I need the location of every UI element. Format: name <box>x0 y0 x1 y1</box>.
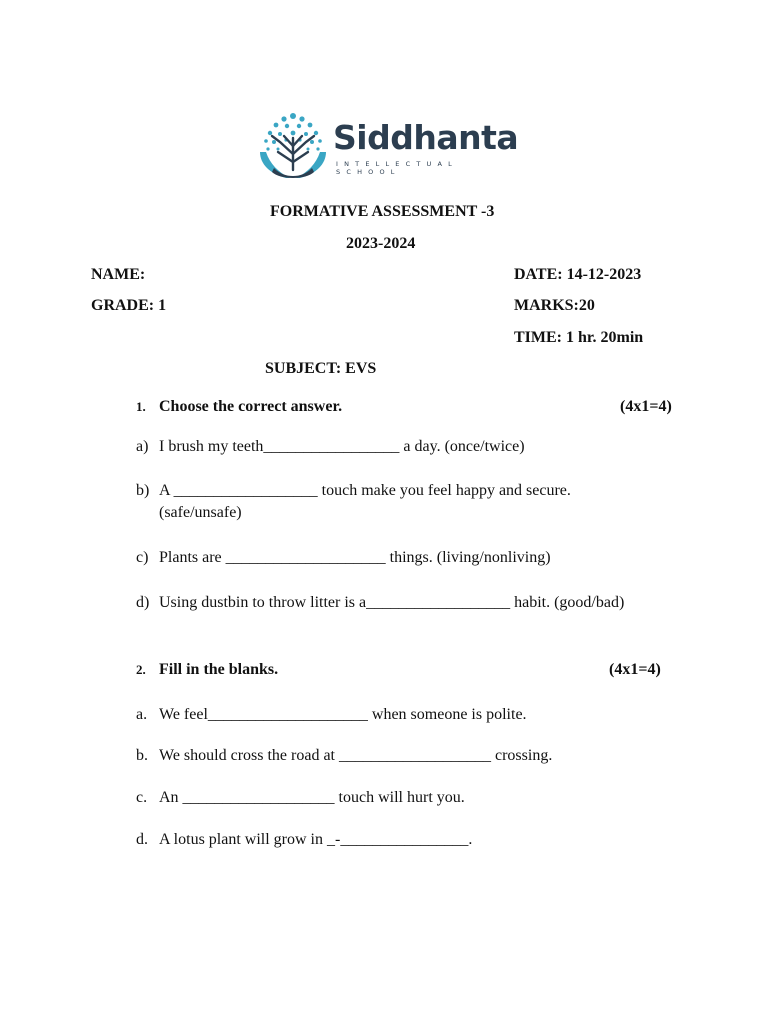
question-text: A __________________ touch make you feel happy and secure. <box>159 482 571 499</box>
section-2-title: Fill in the blanks. <box>159 661 279 678</box>
question-marker: c) <box>136 549 149 566</box>
question-text: We feel____________________ when someone is polite. <box>159 706 527 723</box>
section-2-number: 2. <box>136 662 146 677</box>
question-marker: b) <box>136 482 150 499</box>
question-text: I brush my teeth_________________ a day. (once/twice) <box>159 438 525 455</box>
name-label: NAME: <box>91 266 146 283</box>
academic-year: 2023-2024 <box>346 235 416 252</box>
logo-tagline: INTELLECTUAL SCHOOL <box>336 160 458 176</box>
grade-label: GRADE: 1 <box>91 297 167 314</box>
question-text: An ___________________ touch will hurt you. <box>159 789 465 806</box>
section-1-title: Choose the correct answer. <box>159 398 343 415</box>
question-marker: d. <box>136 831 148 848</box>
school-logo <box>256 108 518 186</box>
question-text: We should cross the road at ___________________ crossing. <box>159 747 553 764</box>
section-1-marks: (4x1=4) <box>620 398 672 415</box>
section-2-marks: (4x1=4) <box>609 661 661 678</box>
page-title: FORMATIVE ASSESSMENT -3 <box>270 203 495 220</box>
marks-label: MARKS:20 <box>514 297 595 314</box>
question-options: (safe/unsafe) <box>159 504 242 521</box>
question-marker: a) <box>136 438 149 455</box>
question-marker: c. <box>136 789 148 806</box>
logo-wordmark: Siddhanta <box>333 118 519 157</box>
question-marker: d) <box>136 594 150 611</box>
date-label: DATE: 14-12-2023 <box>514 266 642 283</box>
question-marker: a. <box>136 706 148 723</box>
section-1-number: 1. <box>136 399 146 414</box>
question-text: A lotus plant will grow in _-________________. <box>159 831 473 848</box>
question-marker: b. <box>136 747 148 764</box>
question-text: Using dustbin to throw litter is a__________________ habit. (good/bad) <box>159 594 625 611</box>
subject-label: SUBJECT: EVS <box>265 360 377 377</box>
question-text: Plants are ____________________ things. (living/nonliving) <box>159 549 551 566</box>
time-label: TIME: 1 hr. 20min <box>514 329 644 346</box>
tree-hands-icon <box>256 108 330 186</box>
